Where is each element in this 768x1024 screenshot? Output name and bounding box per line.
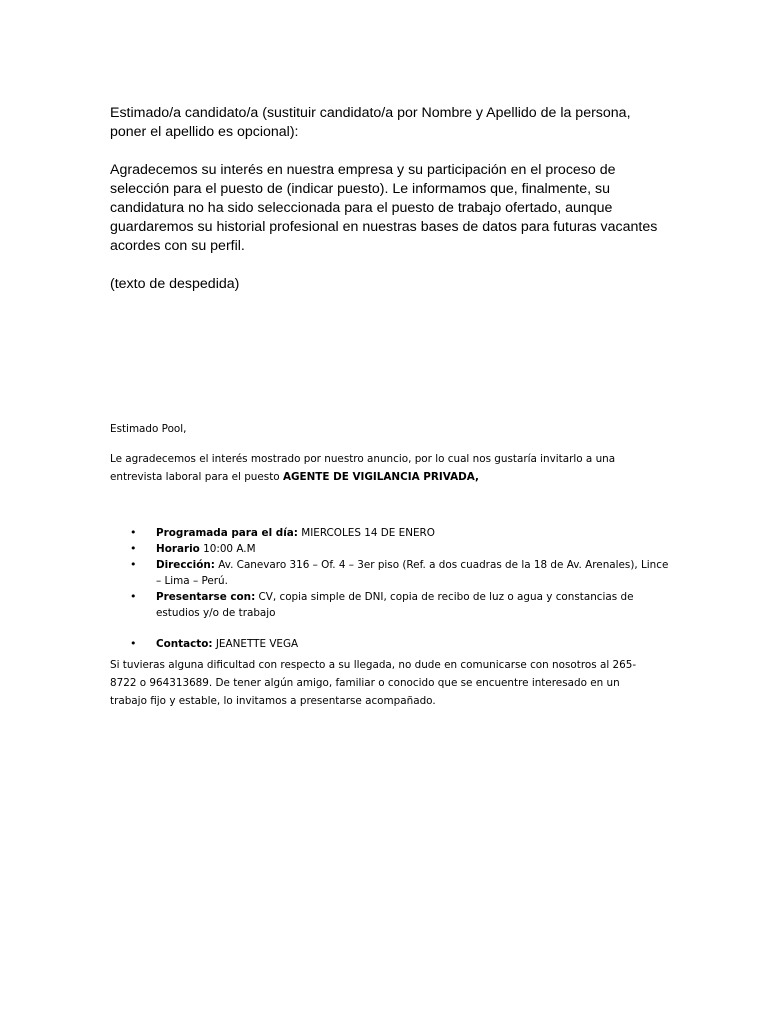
detail-date-label: Programada para el día: — [156, 527, 298, 539]
detail-requirements-label: Presentarse con: — [156, 591, 256, 603]
letter2-closing: Si tuvieras alguna dificultad con respecto a su llegada, no dude en comunicarse con nosotros al 265-8722 o 964313689. De tener algún amigo, familiar o conocido que se encuentre interesado en un trabajo fijo y estable, lo invitamos a presentarse acompañado. — [110, 659, 637, 707]
letter2-intro — [110, 450, 670, 486]
bullet-icon: • — [130, 558, 137, 571]
detail-address-label: Dirección: — [156, 559, 215, 571]
detail-address — [130, 557, 670, 589]
detail-contact-label: Contacto: — [156, 638, 213, 650]
bullet-icon: • — [130, 542, 137, 555]
detail-requirements-value: CV, copia simple de DNI, copia de recibo de luz o agua y constancias de estudios y/o de trabajo — [156, 591, 634, 619]
letter1-greeting: Estimado/a candidato/a (sustituir candidato/a por Nombre y Apellido de la persona, poner el apellido es opcional): — [110, 105, 631, 140]
detail-time-label: Horario — [156, 543, 200, 555]
bullet-icon: • — [130, 526, 137, 539]
rejection-letter-template — [110, 104, 670, 294]
letter2-greeting: Estimado Pool, — [110, 423, 187, 435]
detail-date-value: MIERCOLES 14 DE ENERO — [297, 527, 435, 539]
detail-contact — [130, 636, 670, 652]
interview-details-list — [130, 525, 670, 652]
bullet-icon: • — [130, 637, 137, 650]
interview-invitation-letter — [110, 420, 670, 707]
detail-time-value: 10:00 A.M — [199, 543, 256, 555]
letter1-closing: (texto de despedida) — [110, 276, 240, 292]
detail-address-value: Av. Canevaro 316 – Of. 4 – 3er piso (Ref. a dos cuadras de la 18 de Av. Arenales), Lince – Lima – Perú. — [156, 559, 669, 587]
detail-contact-value: JEANETTE VEGA — [212, 638, 299, 650]
position-title: AGENTE DE VIGILANCIA PRIVADA, — [282, 471, 479, 483]
letter1-body: Agradecemos su interés en nuestra empresa y su participación en el proceso de selección para el puesto de (indicar puesto). Le informamos que, finalmente, su candidatura no ha sido seleccionada para el puesto de trabajo ofertado, aunque guardaremos su historial profesional en nuestras bases de datos para futuras vacantes acordes con su perfil. — [110, 162, 658, 254]
detail-time — [130, 541, 670, 557]
letter2-intro-text: Le agradecemos el interés mostrado por nuestro anuncio, por lo cual nos gustaría invitarlo a una entrevista laboral para el puesto — [110, 453, 616, 483]
detail-date — [130, 525, 670, 541]
bullet-icon: • — [130, 590, 137, 603]
detail-requirements — [130, 589, 670, 621]
